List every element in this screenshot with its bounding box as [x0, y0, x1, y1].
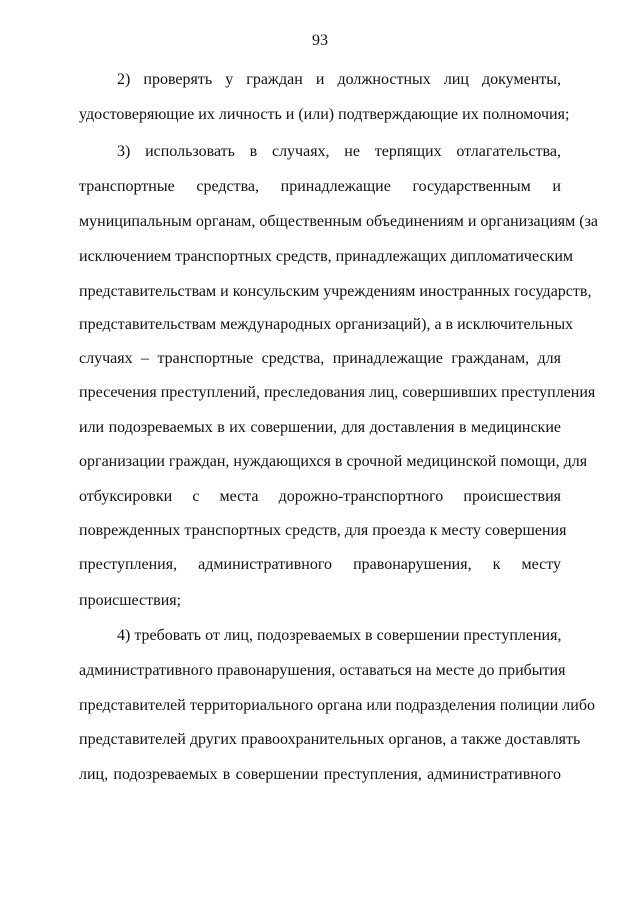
- item-3-line-6: представительствам международных организаций), а в исключительных: [79, 316, 574, 333]
- item-4-line-4: представителей других правоохранительных органов, а также доставлять: [79, 731, 581, 748]
- item-3-line-12: поврежденных транспортных средств, для проезда к месту совершения: [79, 522, 567, 539]
- item-2-line-1: 2) проверять у граждан и должностных лиц документы,: [117, 71, 561, 88]
- item-3-line-2: транспортные средства, принадлежащие государственным и: [79, 178, 561, 195]
- item-3-line-5: представительствам и консульским учреждениям иностранных государств,: [79, 283, 592, 300]
- item-3-line-11: отбуксировки с места дорожно-транспортного происшествия: [79, 488, 561, 505]
- item-2-line-2: удостоверяющие их личность и (или) подтверждающие их полномочия;: [79, 106, 570, 123]
- item-3-line-10: организации граждан, нуждающихся в срочной медицинской помощи, для: [79, 453, 588, 470]
- item-3-line-1: 3) использовать в случаях, не терпящих отлагательства,: [117, 143, 561, 160]
- item-4-line-5: лиц, подозреваемых в совершении преступления, административного: [79, 766, 561, 783]
- item-3-line-3: муниципальным органам, общественным объединениям и организациям (за: [79, 213, 598, 230]
- item-3-line-8: пресечения преступлений, преследования лиц, совершивших преступления: [79, 384, 596, 401]
- item-3-line-14: происшествия;: [79, 592, 182, 609]
- item-3-line-13: преступления, административного правонарушения, к месту: [79, 556, 561, 573]
- item-4-line-2: административного правонарушения, оставаться на месте до прибытия: [79, 662, 566, 679]
- item-3-line-4: исключением транспортных средств, принадлежащих дипломатическим: [79, 248, 574, 265]
- item-3-line-9: или подозреваемых в их совершении, для доставления в медицинские: [79, 419, 561, 436]
- page-number: 93: [312, 32, 328, 49]
- item-3-line-7: случаях – транспортные средства, принадлежащие гражданам, для: [79, 350, 561, 367]
- item-4-line-3: представителей территориального органа или подразделения полиции либо: [79, 697, 595, 714]
- item-4-line-1: 4) требовать от лиц, подозреваемых в совершении преступления,: [117, 627, 562, 644]
